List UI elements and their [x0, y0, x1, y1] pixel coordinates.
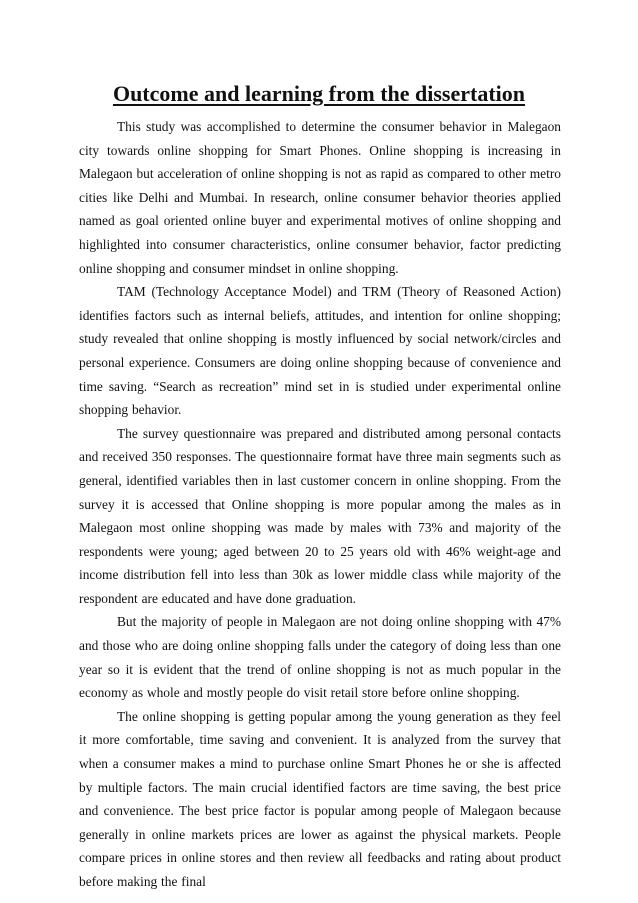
paragraph-survey: The survey questionnaire was prepared and distributed among personal contacts and received 350 responses. The questionnaire format have three main segments such as general, identified variables then in last customer concern in online shopping. From the survey it is accessed that Online shopping is more popular among the males as in Malegaon most online shopping was made by males with 73% and majority of the respondents were young; aged between 20 to 25 years old with 46% weight-age and income distribution fell into less than 30k as lower middle class while majority of the respondent are educated and have done graduation. — [79, 425, 561, 606]
paragraph-tam-trm: TAM (Technology Acceptance Model) and TRM (Theory of Reasoned Action) identifies factors such as internal beliefs, attitudes, and intention for online shopping; study revealed that online shopping is mostly influenced by social network/circles and personal experience. Consumers are doing online shopping because of convenience and time saving. “Search as recreation” mind set in is studied under experimental online shopping behavior. — [79, 284, 561, 418]
paragraph-majority: But the majority of people in Malegaon are not doing online shopping with 47% and those who are doing online shopping falls under the category of doing less than one year so it is evident that the trend of online shopping is not as much popular in the economy as whole and mostly people do visit retail store before online shopping. — [79, 614, 561, 701]
document-title: Outcome and learning from the dissertation — [112, 81, 526, 106]
document-body — [79, 115, 561, 894]
paragraph-study-overview: This study was accomplished to determine the consumer behavior in Malegaon city towards online shopping for Smart Phones. Online shopping is increasing in Malegaon but acceleration of online shopping is not as rapid as compared to other metro cities like Delhi and Mumbai. In research, online consumer behavior theories applied named as goal oriented online buyer and experimental motives of online shopping and highlighted into consumer characteristics, online consumer behavior, factor predicting online shopping and consumer mindset in online shopping. — [79, 119, 561, 276]
paragraph-young-generation: The online shopping is getting popular among the young generation as they feel it more comfortable, time saving and convenient. It is analyzed from the survey that when a consumer makes a mind to purchase online Smart Phones he or she is affected by multiple factors. The main crucial identified factors are time saving, the best price and convenience. The best price factor is popular among people of Malegaon because generally in online markets prices are lower as against the physical markets. People compare prices in online stores and then review all feedbacks and rating about product before making the final — [79, 708, 561, 889]
